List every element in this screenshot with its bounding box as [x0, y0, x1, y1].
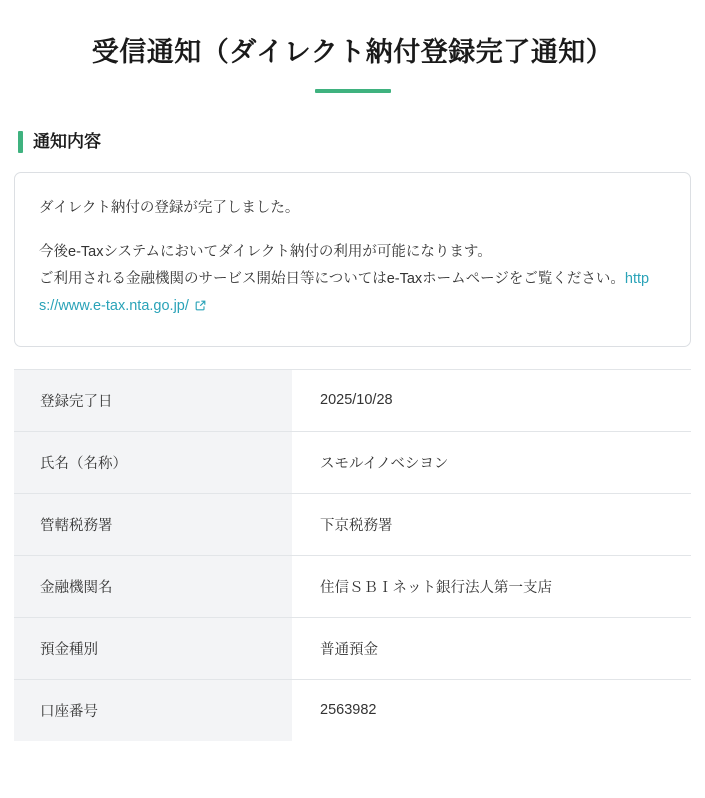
row-label-name: 氏名（名称）	[14, 431, 292, 493]
e-tax-homepage-link[interactable]: https://www.e-tax.nta.go.jp/	[39, 271, 650, 315]
message-line-1: ダイレクト納付の登録が完了しました。	[39, 199, 300, 216]
message-line-3-text: ご利用される金融機関のサービス開始日等についてはe-Taxホームページをご覧ください。	[39, 271, 625, 288]
table-row	[14, 555, 691, 617]
table-row	[14, 369, 691, 431]
row-label-financial-institution: 金融機関名	[14, 555, 292, 617]
row-label-deposit-type: 預金種別	[14, 617, 292, 679]
row-value-financial-institution: 住信ＳＢＩネット銀行法人第一支店	[292, 555, 691, 617]
row-value-name: スモルイノベシヨン	[292, 431, 691, 493]
row-label-registration-date: 登録完了日	[14, 369, 292, 431]
message-spacer	[39, 221, 666, 239]
message-line-3	[39, 266, 666, 322]
notification-page	[0, 18, 705, 798]
table-row	[14, 679, 691, 741]
row-label-account-number: 口座番号	[14, 679, 292, 741]
row-label-tax-office: 管轄税務署	[14, 493, 292, 555]
row-value-account-number: 2563982	[292, 679, 691, 741]
table-row	[14, 431, 691, 493]
row-value-registration-date: 2025/10/28	[292, 369, 691, 431]
table-row	[14, 493, 691, 555]
section-title: 通知内容	[33, 131, 101, 151]
detail-table-body	[14, 369, 691, 741]
table-row	[14, 617, 691, 679]
title-underline-rule	[315, 89, 391, 93]
section-heading	[18, 131, 705, 153]
detail-table	[14, 369, 691, 741]
row-value-deposit-type: 普通預金	[292, 617, 691, 679]
page-title: 受信通知（ダイレクト納付登録完了通知）	[91, 37, 614, 68]
notification-message-box	[14, 172, 691, 347]
row-value-tax-office: 下京税務署	[292, 493, 691, 555]
message-line-2: 今後e-Taxシステムにおいてダイレクト納付の利用が可能になります。	[39, 244, 492, 261]
external-link-icon	[194, 295, 207, 322]
section-accent-bar	[18, 131, 23, 153]
